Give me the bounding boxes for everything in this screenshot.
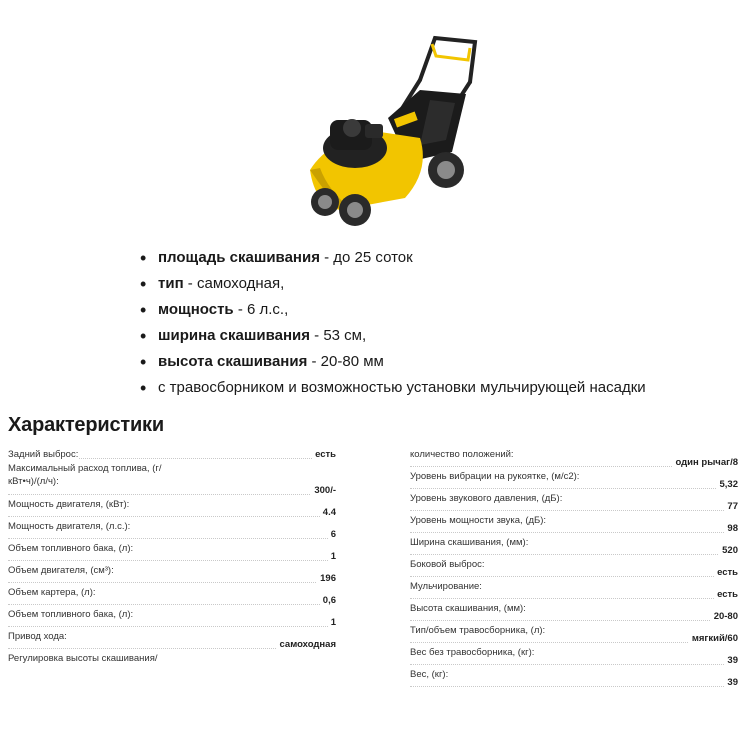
spec-row [410, 514, 738, 536]
dotted-leader [410, 686, 738, 687]
feature-item: • высота скашивания - 20-80 мм [140, 349, 646, 375]
spec-value: 98 [724, 523, 738, 534]
spec-row [8, 498, 336, 520]
dotted-leader [410, 532, 738, 533]
feature-item: • с травосборником и возможностью установки мульчирующей насадки [140, 375, 646, 401]
spec-value: есть [714, 589, 738, 600]
dotted-leader [8, 516, 336, 517]
feature-item: • ширина скашивания - 53 см, [140, 323, 646, 349]
spec-label: Мощность двигателя, (л.с.): [8, 521, 131, 532]
dotted-leader [410, 620, 738, 621]
spec-row [410, 448, 738, 470]
spec-row [8, 630, 336, 652]
handle-bail [432, 44, 470, 60]
dotted-leader [8, 538, 336, 539]
spec-value: 1 [328, 617, 336, 628]
spec-row [8, 564, 336, 586]
spec-label: Боковой выброс: [410, 559, 485, 570]
feature-list [140, 245, 646, 401]
spec-label: Высота скашивания, (мм): [410, 603, 526, 614]
spec-value: 196 [317, 573, 336, 584]
wheel-rear [428, 152, 464, 188]
dotted-leader [8, 494, 336, 495]
spec-value: есть [312, 449, 336, 460]
spec-value: 300/- [311, 485, 336, 496]
spec-row [8, 542, 336, 564]
spec-label: Привод хода: [8, 631, 67, 642]
spec-value: мягкий/60 [689, 633, 738, 644]
dotted-leader [8, 604, 336, 605]
spec-row [410, 646, 738, 668]
spec-row [8, 608, 336, 630]
spec-label: Уровень звукового давления, (дБ): [410, 493, 563, 504]
spec-row [8, 586, 336, 608]
lawn-mower-image [270, 20, 490, 230]
spec-row [8, 448, 336, 462]
spec-label: Объем топливного бака, (л): [8, 543, 134, 554]
spec-value: 39 [724, 677, 738, 688]
dotted-leader [8, 582, 336, 583]
feature-item: • мощность - 6 л.с., [140, 297, 646, 323]
dotted-leader [410, 598, 738, 599]
spec-value: 0,6 [320, 595, 336, 606]
specs-left-column [8, 448, 336, 674]
spec-label: Задний выброс: [8, 449, 79, 460]
spec-label: Объем двигателя, (см³): [8, 565, 114, 576]
feature-item: • тип - самоходная, [140, 271, 646, 297]
dotted-leader [410, 554, 738, 555]
spec-label: Регулировка высоты скашивания/ [8, 653, 158, 664]
spec-label: Объем топливного бака, (л): [8, 609, 134, 620]
spec-label: Мощность двигателя, (кВт): [8, 499, 130, 510]
spec-row [410, 492, 738, 514]
spec-row [410, 668, 738, 690]
spec-label: Мульчирование: [410, 581, 482, 592]
dotted-leader [410, 488, 738, 489]
spec-row [8, 652, 336, 674]
engine [323, 119, 387, 168]
spec-row [410, 602, 738, 624]
spec-value: 39 [724, 655, 738, 666]
specs-title: Характеристики [8, 414, 164, 436]
spec-value: 4.4 [320, 507, 336, 518]
spec-row [410, 624, 738, 646]
spec-label: Тип/объем травосборника, (л): [410, 625, 546, 636]
spec-value: есть [714, 567, 738, 578]
dotted-leader [410, 510, 738, 511]
dotted-leader [410, 664, 738, 665]
spec-label: Объем картера, (л): [8, 587, 96, 598]
spec-label: Вес без травосборника, (кг): [410, 647, 535, 658]
dotted-leader [8, 626, 336, 627]
specs-right-column [410, 448, 738, 690]
spec-value: 6 [328, 529, 336, 540]
spec-label: количество положений: [410, 449, 514, 460]
spec-value: 520 [719, 545, 738, 556]
dotted-leader [8, 560, 336, 561]
spec-label: Уровень мощности звука, (дБ): [410, 515, 547, 526]
spec-label: Вес, (кг): [410, 669, 449, 680]
spec-row [8, 462, 336, 498]
dotted-leader [410, 576, 738, 577]
spec-value: один рычаг/8 [672, 457, 738, 468]
spec-row [410, 580, 738, 602]
spec-value: 77 [724, 501, 738, 512]
spec-value: самоходная [277, 639, 336, 650]
spec-row [410, 470, 738, 492]
feature-item: • площадь скашивания - до 25 соток [140, 245, 646, 271]
spec-label: Максимальный расход топлива, (г/кВт•ч)/(л/ч): [8, 462, 178, 488]
spec-label: Ширина скашивания, (мм): [410, 537, 529, 548]
spec-value: 20-80 [711, 611, 738, 622]
spec-row [8, 520, 336, 542]
spec-row [410, 558, 738, 580]
spec-row [410, 536, 738, 558]
spec-value: 1 [328, 551, 336, 562]
spec-label: Уровень вибрации на рукоятке, (м/с2): [410, 471, 580, 482]
spec-value: 5,32 [717, 479, 739, 490]
